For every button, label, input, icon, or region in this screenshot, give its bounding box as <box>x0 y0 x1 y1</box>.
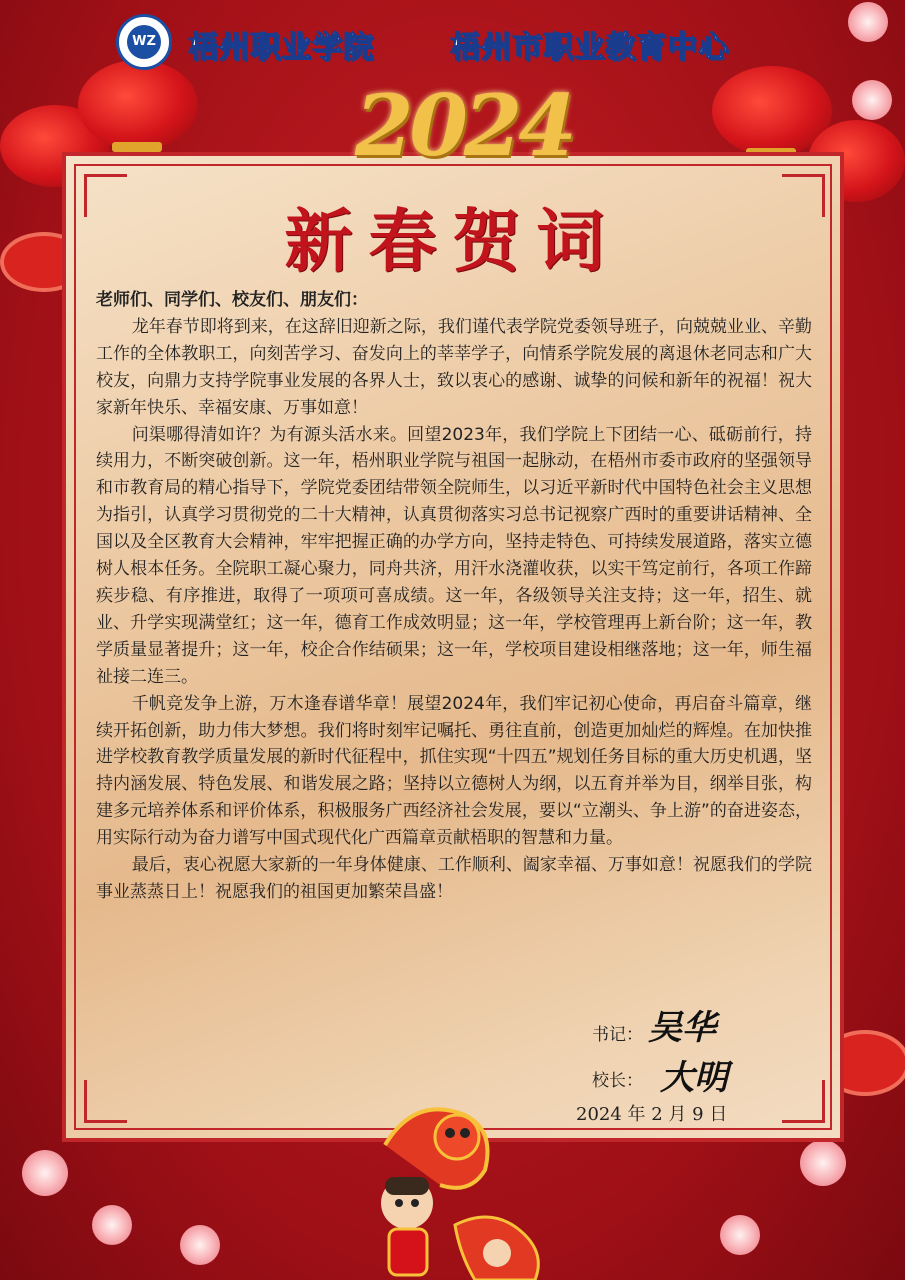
letter-body <box>96 287 812 906</box>
flower-decoration <box>852 80 892 120</box>
year-art: 2024 <box>355 76 573 175</box>
header-banner <box>110 8 810 68</box>
flower-decoration <box>720 1215 760 1255</box>
flower-decoration <box>180 1225 220 1265</box>
letter-paragraph: 问渠哪得清如许？为有源头活水来。回望2023年，我们学院上下团结一心、砥砺前行，持续用力，不断突破创新。这一年，梧州职业学院与祖国一起脉动，在梧州市委市政府的坚强领导和市教育局的精心指导下，学院党委团结带领全院师生，以习近平新时代中国特色社会主义思想为指引，认真学习贯彻党的二十大精神，认真贯彻落实习总书记视察广西时的重要讲话精神、全国以及全区教育大会精神，牢牢把握正确的办学方向，坚持走特色、可持续发展道路，落实立德树人根本任务。全院职工凝心聚力，同舟共济，用汗水浇灌收获，以实干笃定前行，各项工作蹄疾步稳、有序推进，取得了一项项可喜成绩。这一年，各级领导关注支持；这一年，招生、就业、升学实现满堂红；这一年，德育工作成效明显；这一年，学校管理再上新台阶；这一年，教学质量显著提升；这一年，校企合作结硕果；这一年，学校项目建设相继落地；这一年，师生福祉接二连三。 <box>96 424 812 687</box>
flower-decoration <box>92 1205 132 1245</box>
lantern-decoration <box>78 60 198 150</box>
page-title: 新春贺词 <box>284 202 621 282</box>
logo-text: WZ <box>127 25 161 59</box>
flower-decoration <box>848 2 888 42</box>
president-signature: 大明 <box>660 1058 728 1098</box>
dragon-mascot-illustration <box>345 1085 555 1280</box>
secretary-signature: 吴华 <box>648 1008 716 1048</box>
school-name-1: 梧州职业学院 <box>188 30 374 65</box>
lantern-cap <box>112 142 162 152</box>
flower-decoration <box>22 1150 68 1196</box>
secretary-label: 书记： <box>592 1025 643 1045</box>
school-name-2: 梧州市职业教育中心 <box>450 30 729 65</box>
school-logo <box>116 14 172 70</box>
letter-paragraph: 最后，衷心祝愿大家新的一年身体健康、工作顺利、阖家幸福、万事如意！祝愿我们的学院事业蒸蒸日上！祝愿我们的祖国更加繁荣昌盛！ <box>96 855 812 902</box>
letter-paragraph: 龙年春节即将到来，在这辞旧迎新之际，我们谨代表学院党委领导班子，向兢兢业业、辛勤工作的全体教职工，向刻苦学习、奋发向上的莘莘学子，向情系学院发展的离退休老同志和广大校友，向鼎力支持学院事业发展的各界人士，致以衷心的感谢、诚挚的问候和新年的祝福！祝大家新年快乐、幸福安康、万事如意！ <box>96 316 812 418</box>
corner-ornament <box>782 1080 825 1123</box>
salutation: 老师们、同学们、校友们、朋友们： <box>96 290 368 310</box>
president-label: 校长： <box>592 1071 643 1091</box>
letter-paragraph: 千帆竞发争上游，万木逢春谱华章！展望2024年，我们牢记初心使命，再启奋斗篇章，继续开拓创新，助力伟大梦想。我们将时刻牢记嘱托、勇往直前，创造更加灿烂的辉煌。在加快推进学校教育教学质量发展的新时代征程中，抓住实现“十四五”规划任务目标的重大历史机遇，坚持内涵发展、特色发展、和谐发展之路；坚持以立德树人为纲，以五育并举为目，纲举目张，构建多元培养体系和评价体系，积极服务广西经济社会发展，要以“立潮头、争上游”的奋进姿态，用实际行动为奋力谱写中国式现代化广西篇章贡献梧职的智慧和力量。 <box>96 693 812 849</box>
letter-date: 2024 年 2 月 9 日 <box>576 1104 728 1125</box>
flower-decoration <box>800 1140 846 1186</box>
corner-ornament <box>84 1080 127 1123</box>
